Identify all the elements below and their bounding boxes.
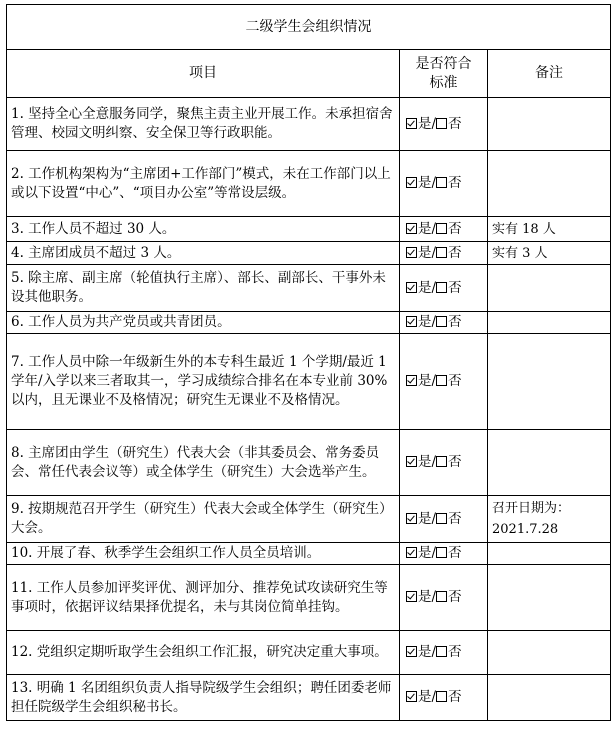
item-text: 5. 除主席、副主席（轮值执行主席）、部长、副部长、干事外未设其他职务。 [7,265,400,312]
compliance-cell [400,217,488,242]
item-text: 8. 主席团由学生（研究生）代表大会（非其委员会、常务委员会、常任代表会议等）或全体学生（研究生）大会选举产生。 [7,430,400,496]
compliance-cell [400,496,488,543]
no-label: 否 [448,589,462,605]
separator: / [431,175,437,191]
no-checkbox-icon[interactable] [436,375,447,386]
note-cell [488,675,611,721]
yes-label: 是 [418,220,432,237]
separator: / [431,115,437,132]
item-text: 9. 按期规范召开学生（研究生）代表大会或全体学生（研究生）大会。 [7,496,400,543]
no-checkbox-icon[interactable] [436,282,447,293]
compliance-cell [400,631,488,675]
table-row [7,98,611,151]
yes-label: 是 [418,373,432,389]
no-checkbox-icon[interactable] [436,691,447,702]
item-text: 7. 工作人员中除一年级新生外的本专科生最近 1 个学期/最近 1 学年/入学以来三者取其一，学习成绩综合排名在本专业前 30%以内，且无课业不及格情况；研究生无课业不及格情况。 [7,334,400,430]
compliance-cell [400,565,488,631]
no-label: 否 [448,244,462,261]
compliance-cell [400,98,488,151]
compliance-cell [400,242,488,265]
no-checkbox-icon[interactable] [436,177,447,188]
table-row [7,217,611,242]
item-text: 10. 开展了春、秋季学生会组织工作人员全员培训。 [7,543,400,565]
compliance-cell [400,543,488,565]
compliance-cell [400,334,488,430]
yes-checkbox-icon[interactable] [406,547,417,558]
yes-checkbox-icon[interactable] [406,513,417,524]
no-label: 否 [448,510,462,527]
table-row [7,675,611,721]
item-text: 1. 坚持全心全意服务同学，聚焦主责主业开展工作。未承担宿舍管理、校园文明纠察、安全保卫等行政职能。 [7,98,400,151]
compliance-cell [400,675,488,721]
table-row [7,543,611,565]
table-title: 二级学生会组织情况 [7,5,611,50]
compliance-cell [400,151,488,217]
note-cell [488,98,611,151]
yes-label: 是 [418,510,432,527]
separator: / [431,279,437,296]
yes-checkbox-icon[interactable] [406,118,417,129]
note-cell [488,217,611,242]
separator: / [431,314,437,330]
yes-checkbox-icon[interactable] [406,691,417,702]
no-label: 否 [448,545,462,561]
header-item: 项目 [7,50,400,98]
item-text: 13. 明确 1 名团组织负责人指导院级学生会组织；聘任团委老师担任院级学生会组织秘书长。 [7,675,400,721]
separator: / [431,689,437,705]
yes-label: 是 [418,314,432,330]
no-label: 否 [448,644,462,660]
separator: / [431,545,437,561]
header-row [7,50,611,98]
no-checkbox-icon[interactable] [436,247,447,258]
yes-label: 是 [418,589,432,605]
no-checkbox-icon[interactable] [436,223,447,234]
table-row [7,334,611,430]
note-cell [488,565,611,631]
yes-label: 是 [418,454,432,470]
yes-label: 是 [418,115,432,132]
separator: / [431,244,437,261]
item-text: 12. 党组织定期听取学生会组织工作汇报，研究决定重大事项。 [7,631,400,675]
item-text: 2. 工作机构架构为“主席团+工作部门”模式，未在工作部门以上或以下设置“中心”、“项目办公室”等常设层级。 [7,151,400,217]
no-checkbox-icon[interactable] [436,456,447,467]
yes-checkbox-icon[interactable] [406,177,417,188]
note-cell [488,334,611,430]
note-cell [488,265,611,312]
table-row [7,265,611,312]
header-standard-line1: 是否符合 [415,55,472,72]
note-line1: 实有 18 人 [492,221,556,237]
compliance-cell [400,312,488,334]
table-row [7,565,611,631]
yes-checkbox-icon[interactable] [406,591,417,602]
yes-label: 是 [418,545,432,561]
note-cell [488,496,611,543]
yes-label: 是 [418,644,432,660]
header-standard-line2: 标准 [429,74,458,91]
table-row [7,151,611,217]
yes-checkbox-icon[interactable] [406,375,417,386]
no-label: 否 [448,220,462,237]
table-row [7,312,611,334]
separator: / [431,454,437,470]
yes-checkbox-icon[interactable] [406,316,417,327]
no-label: 否 [448,175,462,191]
compliance-cell [400,265,488,312]
table-row [7,631,611,675]
no-label: 否 [448,115,462,132]
item-text: 11. 工作人员参加评奖评优、测评加分、推荐免试攻读研究生等事项时，依据评议结果择优提名，未与其岗位简单挂钩。 [7,565,400,631]
no-checkbox-icon[interactable] [436,547,447,558]
item-text: 6. 工作人员为共产党员或共青团员。 [7,312,400,334]
yes-checkbox-icon[interactable] [406,646,417,657]
yes-checkbox-icon[interactable] [406,456,417,467]
table-row [7,430,611,496]
note-cell [488,543,611,565]
separator: / [431,589,437,605]
no-label: 否 [448,373,462,389]
item-text: 3. 工作人员不超过 30 人。 [7,217,400,242]
yes-checkbox-icon[interactable] [406,223,417,234]
table-row [7,242,611,265]
no-checkbox-icon[interactable] [436,513,447,524]
compliance-cell [400,430,488,496]
header-note: 备注 [488,50,611,98]
separator: / [431,220,437,237]
header-standard [400,50,488,98]
note-cell [488,242,611,265]
separator: / [431,644,437,660]
note-cell [488,631,611,675]
note-line2: 2021.7.28 [492,522,559,537]
yes-label: 是 [418,689,432,705]
note-line1: 召开日期为： [492,501,571,516]
yes-label: 是 [418,279,432,296]
no-checkbox-icon[interactable] [436,591,447,602]
item-text: 4. 主席团成员不超过 3 人。 [7,242,400,265]
table-row [7,496,611,543]
no-checkbox-icon[interactable] [436,316,447,327]
separator: / [431,373,437,389]
no-label: 否 [448,454,462,470]
note-cell [488,151,611,217]
yes-label: 是 [418,175,432,191]
note-cell [488,312,611,334]
note-line1: 实有 3 人 [492,245,548,261]
no-label: 否 [448,279,462,296]
organization-status-table [6,4,611,721]
no-label: 否 [448,314,462,330]
no-label: 否 [448,689,462,705]
yes-checkbox-icon[interactable] [406,247,417,258]
no-checkbox-icon[interactable] [436,646,447,657]
title-row [7,5,611,50]
separator: / [431,510,437,527]
yes-checkbox-icon[interactable] [406,282,417,293]
no-checkbox-icon[interactable] [436,118,447,129]
yes-label: 是 [418,244,432,261]
note-cell [488,430,611,496]
